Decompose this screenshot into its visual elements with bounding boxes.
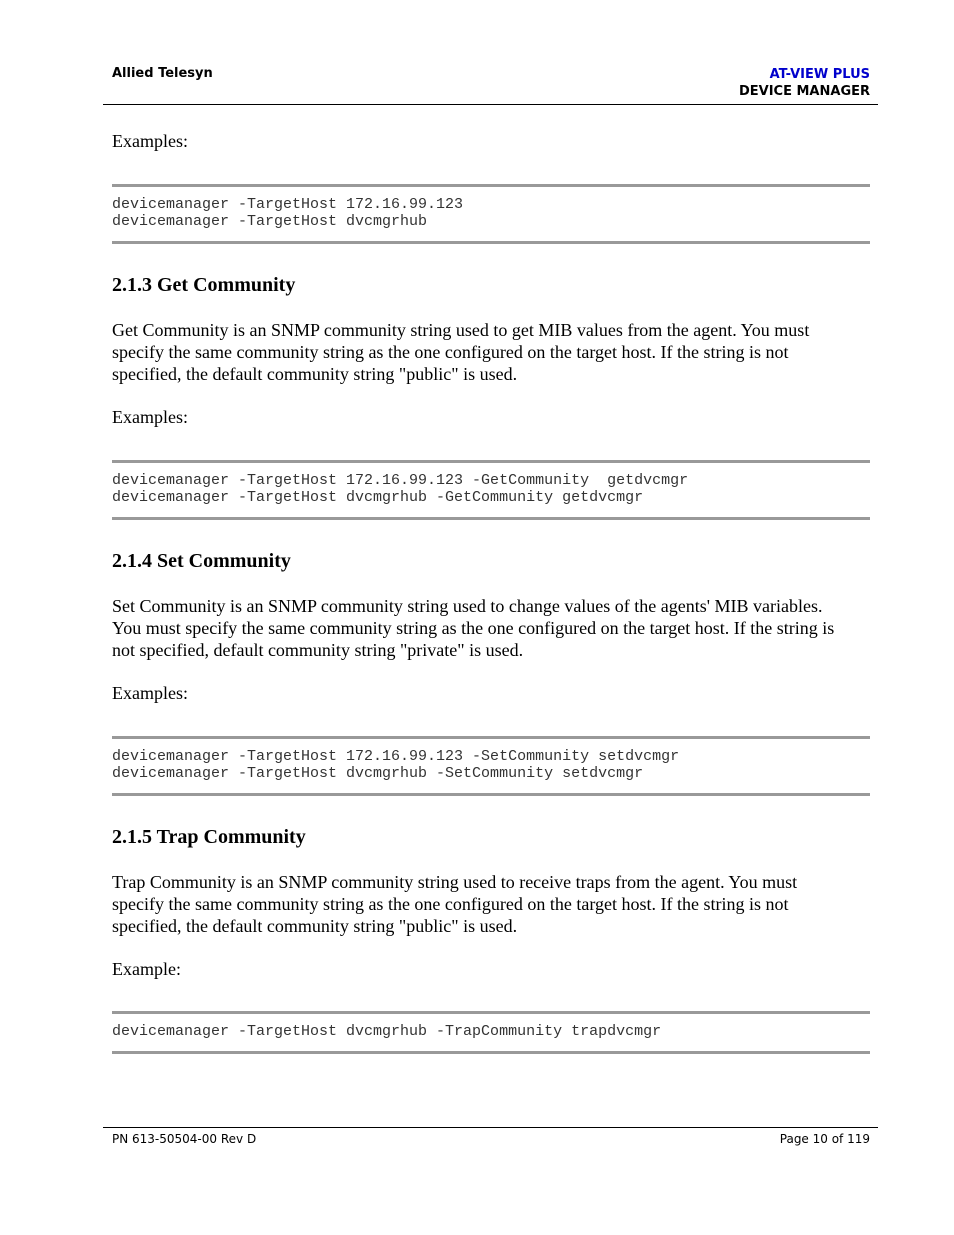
code-line: devicemanager -TargetHost dvcmgrhub -GetCommunity getdvcmgr [112,489,644,506]
examples-label: Examples: [112,683,188,703]
footer-part-number: PN 613-50504-00 Rev D [112,1132,257,1146]
body-line: not specified, default community string "private" is used. [112,640,524,660]
code-line: devicemanager -TargetHost 172.16.99.123 [112,196,464,213]
body-line: Trap Community is an SNMP community string used to receive traps from the agent. You must [112,872,798,892]
code-block [112,1011,870,1054]
examples-label: Example: [112,959,181,979]
code-line: devicemanager -TargetHost dvcmgrhub -TrapCommunity trapdvcmgr [112,1023,662,1040]
code-block [112,736,870,796]
code-line: devicemanager -TargetHost 172.16.99.123 -GetCommunity getdvcmgr [112,472,689,489]
footer-page-number: Page 10 of 119 [779,1132,870,1146]
body-line: specify the same community string as the one configured on the target host. If the string is not [112,342,789,362]
section-body [112,595,872,661]
examples-label: Examples: [112,407,188,427]
examples-label: Examples: [112,131,188,151]
body-line: specify the same community string as the one configured on the target host. If the string is not [112,894,789,914]
section-body [112,871,872,937]
body-line: specified, the default community string "public" is used. [112,364,518,384]
section-heading: 2.1.4 Set Community [112,550,291,572]
body-line: You must specify the same community string as the one configured on the target host. If the string is [112,618,835,638]
code-line: devicemanager -TargetHost 172.16.99.123 -SetCommunity setdvcmgr [112,748,680,765]
code-line: devicemanager -TargetHost dvcmgrhub [112,213,428,230]
body-line: Set Community is an SNMP community string used to change values of the agents' MIB variables. [112,596,823,616]
header-product [739,66,870,100]
header-product-subtitle: DEVICE MANAGER [738,84,870,99]
section-body [112,319,872,385]
code-block [112,460,870,520]
footer-rule [103,1127,878,1128]
header-product-line: AT-VIEW PLUS [769,67,870,82]
section-heading: 2.1.3 Get Community [112,274,296,296]
header-company: Allied Telesyn [112,66,213,81]
section-heading: 2.1.5 Trap Community [112,826,306,848]
code-block [112,184,870,244]
header-rule [103,104,878,105]
body-line: specified, the default community string "public" is used. [112,916,518,936]
code-line: devicemanager -TargetHost dvcmgrhub -SetCommunity setdvcmgr [112,765,644,782]
body-line: Get Community is an SNMP community string used to get MIB values from the agent. You must [112,320,810,340]
